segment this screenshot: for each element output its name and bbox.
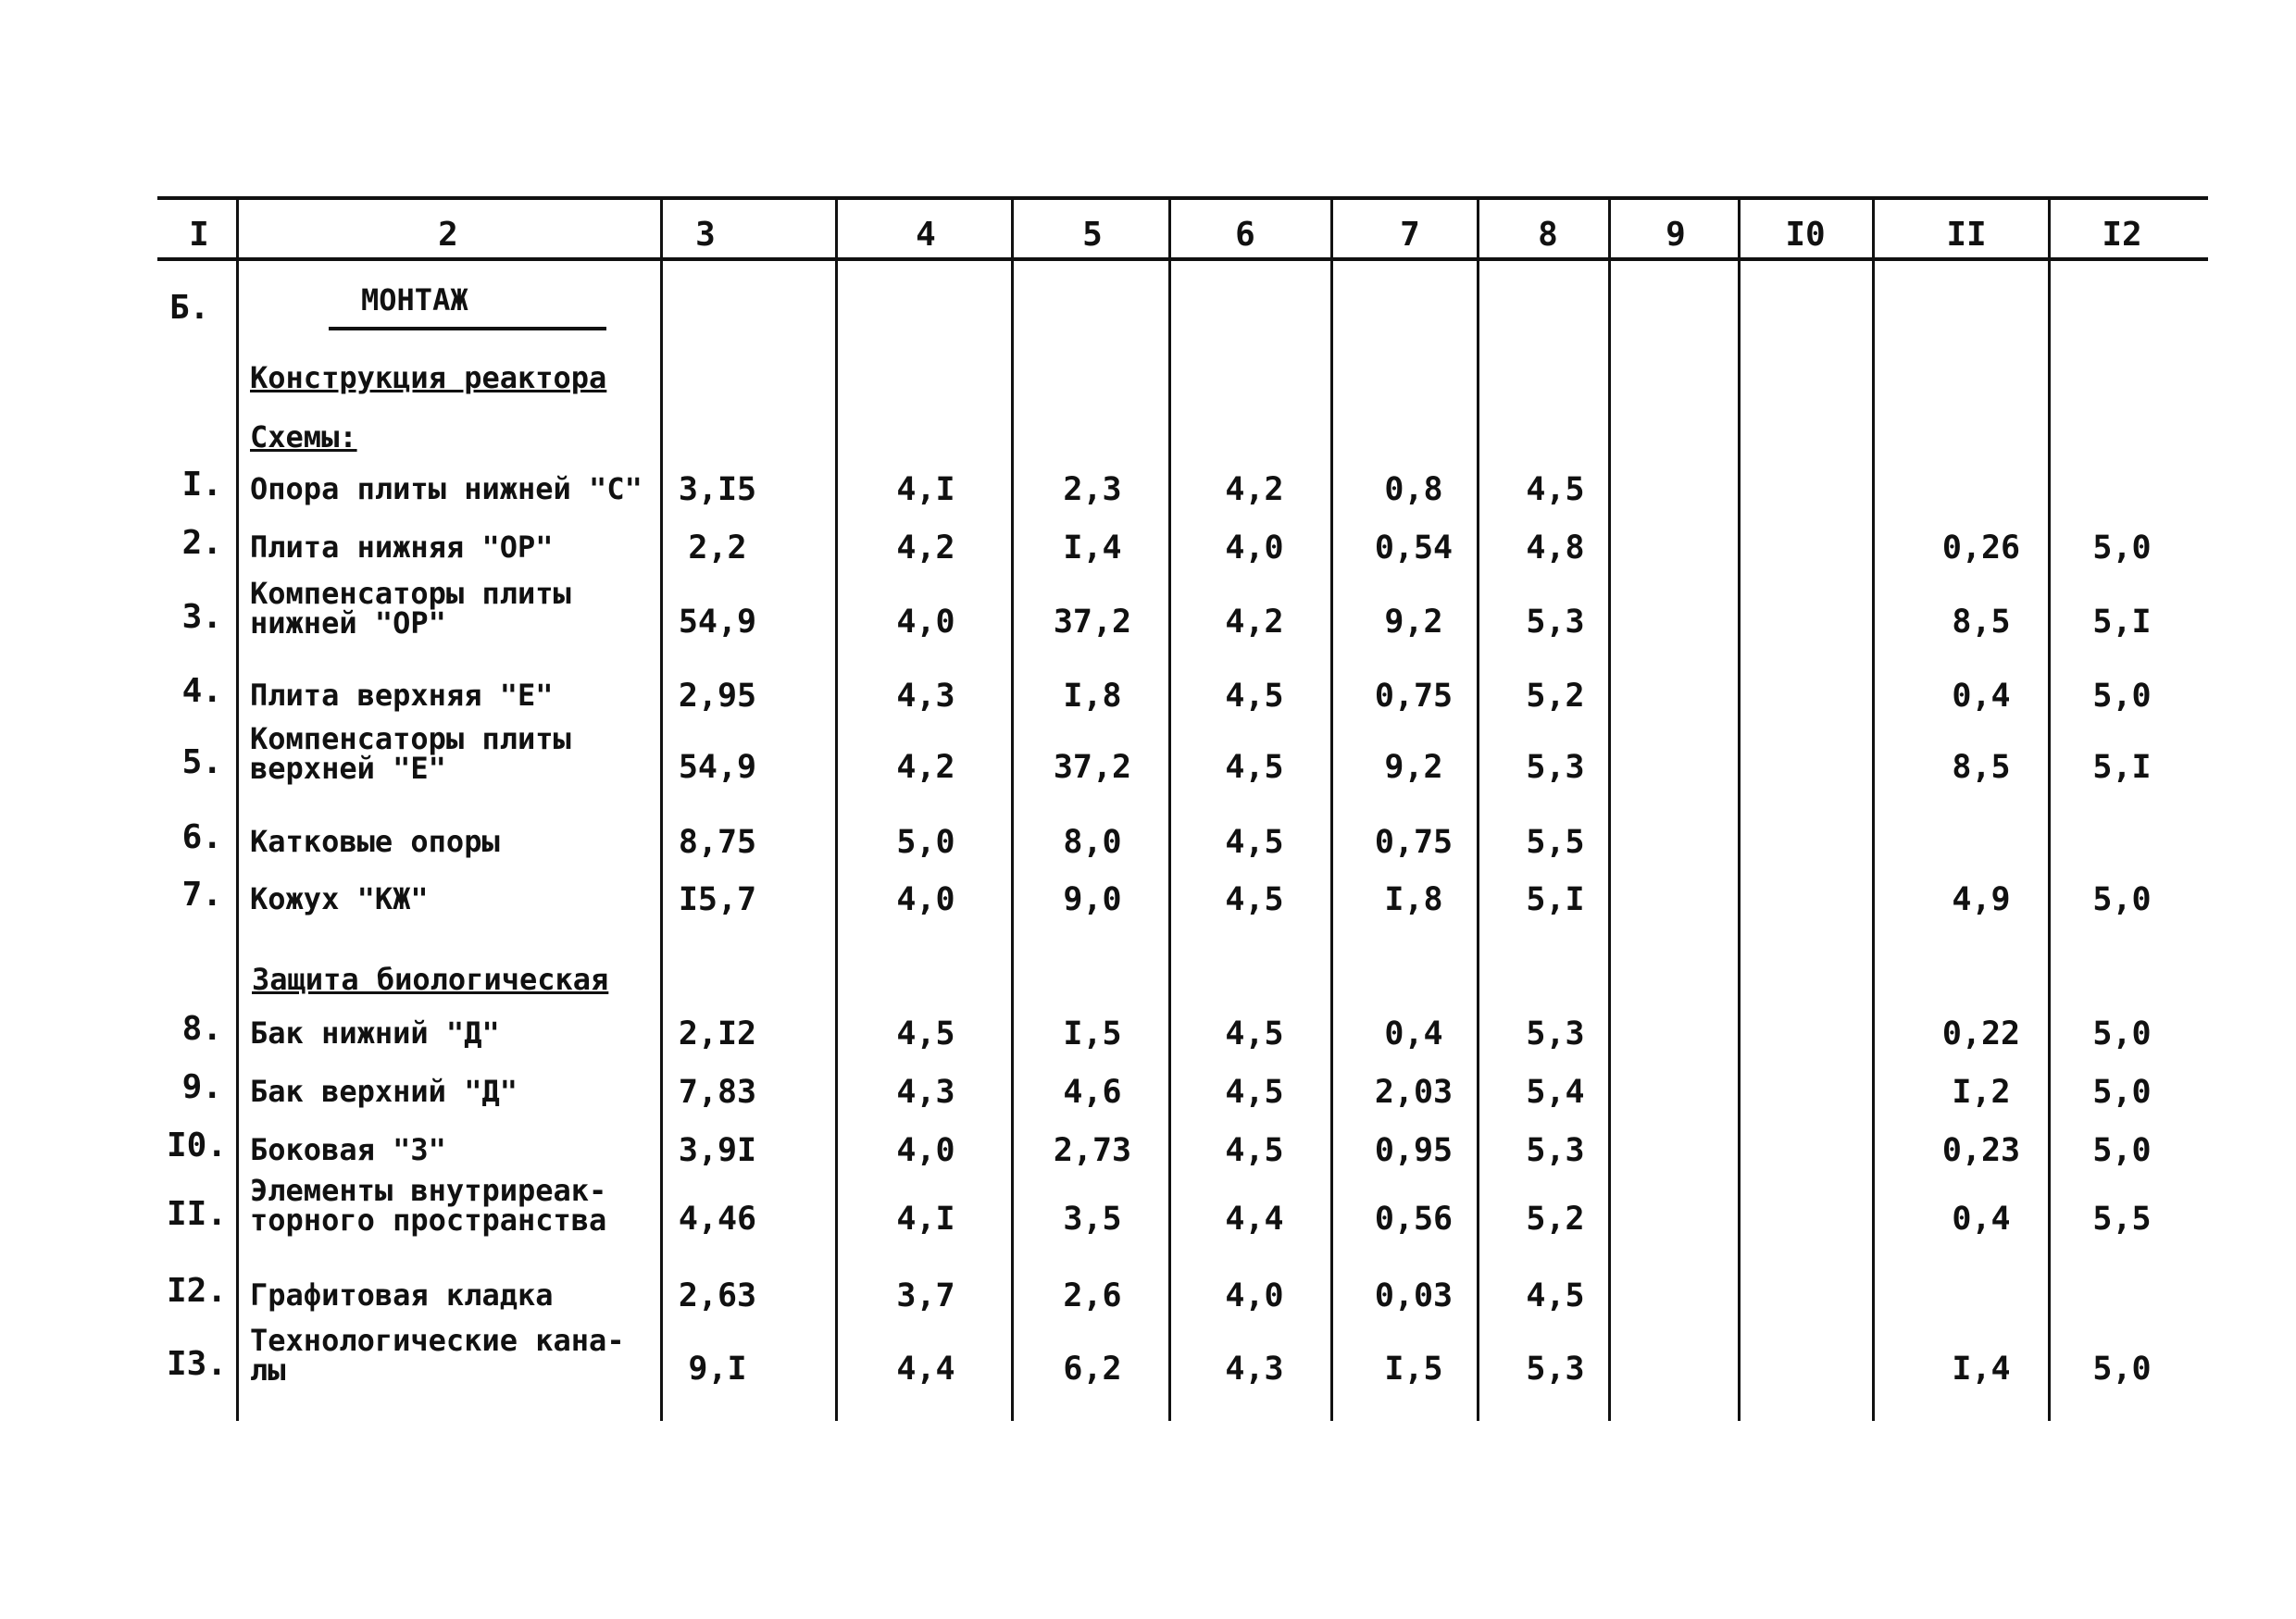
cell-col-7: 0,75 [1374, 824, 1454, 861]
cell-col-3: 7,83 [678, 1074, 757, 1111]
cell-col-6: 4,5 [1225, 1074, 1284, 1111]
row-number: 7. [181, 876, 222, 914]
cell-col-11: I,4 [1952, 1351, 2011, 1388]
cell-col-7: 0,8 [1384, 471, 1443, 508]
cell-col-11: 0,4 [1952, 1201, 2011, 1238]
cell-col-4: 4,0 [896, 1132, 955, 1169]
cell-col-11: 0,22 [1941, 1015, 2021, 1052]
column-divider [1872, 199, 1875, 1421]
cell-col-4: 4,3 [896, 678, 955, 715]
row-number: 9. [181, 1068, 222, 1106]
cell-col-6: 4,5 [1225, 1132, 1284, 1169]
cell-col-8: 4,5 [1526, 1277, 1585, 1314]
cell-col-6: 4,2 [1225, 604, 1284, 641]
cell-col-8: 5,3 [1526, 1015, 1585, 1052]
cell-col-6: 4,5 [1225, 678, 1284, 715]
cell-col-12: 5,I [2092, 749, 2152, 786]
cell-col-11: 8,5 [1952, 604, 2011, 641]
cell-col-5: I,4 [1063, 529, 1122, 567]
cell-col-4: 4,I [896, 1201, 955, 1238]
cell-col-5: 2,6 [1063, 1277, 1122, 1314]
column-header: 9 [1666, 216, 1686, 254]
cell-col-3: 3,9I [678, 1132, 757, 1169]
row-name: Кожух "КЖ" [250, 881, 429, 916]
column-header: II [1946, 216, 1987, 254]
cell-col-6: 4,0 [1225, 1277, 1284, 1314]
header-bottom-rule [157, 257, 2208, 261]
column-header: 2 [438, 216, 458, 254]
cell-col-3: 9,I [688, 1351, 747, 1388]
cell-col-7: 0,75 [1374, 678, 1454, 715]
cell-col-7: 2,03 [1374, 1074, 1454, 1111]
cell-col-11: 0,23 [1941, 1132, 2021, 1169]
cell-col-3: 8,75 [678, 824, 757, 861]
table-top-rule [157, 196, 2208, 200]
cell-col-7: I,5 [1384, 1351, 1443, 1388]
cell-col-6: 4,0 [1225, 529, 1284, 567]
cell-col-8: 5,4 [1526, 1074, 1585, 1111]
cell-col-12: 5,I [2092, 604, 2152, 641]
cell-col-6: 4,5 [1225, 749, 1284, 786]
cell-col-4: 4,3 [896, 1074, 955, 1111]
cell-col-8: 5,3 [1526, 749, 1585, 786]
row-number: II. [167, 1195, 228, 1233]
cell-col-5: 37,2 [1053, 604, 1132, 641]
cell-col-7: 0,03 [1374, 1277, 1454, 1314]
cell-col-12: 5,0 [2092, 678, 2152, 715]
row-number: 5. [181, 743, 222, 781]
row-name: Опора плиты нижней "С" [250, 471, 643, 506]
cell-col-8: 5,2 [1526, 678, 1585, 715]
cell-col-6: 4,4 [1225, 1201, 1284, 1238]
cell-col-4: 4,0 [896, 881, 955, 918]
cell-col-7: I,8 [1384, 881, 1443, 918]
section-number: Б. [169, 289, 210, 327]
cell-col-4: 4,4 [896, 1351, 955, 1388]
cell-col-3: 54,9 [678, 749, 757, 786]
cell-col-3: 2,95 [678, 678, 757, 715]
column-header: 6 [1235, 216, 1255, 254]
cell-col-6: 4,5 [1225, 1015, 1284, 1052]
row-name: Бак нижний "Д" [250, 1015, 500, 1051]
cell-col-4: 4,I [896, 471, 955, 508]
row-name: Боковая "З" [250, 1132, 446, 1167]
cell-col-6: 4,2 [1225, 471, 1284, 508]
cell-col-8: 5,I [1526, 881, 1585, 918]
row-number: I3. [167, 1345, 228, 1383]
cell-col-6: 4,5 [1225, 881, 1284, 918]
cell-col-11: 4,9 [1952, 881, 2011, 918]
row-number: 8. [181, 1010, 222, 1048]
row-number: 3. [181, 598, 222, 636]
row-name: Бак верхний "Д" [250, 1074, 518, 1109]
cell-col-11: 0,26 [1941, 529, 2021, 567]
cell-col-4: 4,5 [896, 1015, 955, 1052]
cell-col-8: 5,3 [1526, 1132, 1585, 1169]
cell-col-7: 9,2 [1384, 604, 1443, 641]
row-number: 6. [181, 818, 222, 856]
cell-col-12: 5,0 [2092, 881, 2152, 918]
column-divider [1738, 199, 1741, 1421]
cell-col-5: I,8 [1063, 678, 1122, 715]
cell-col-8: 5,3 [1526, 604, 1585, 641]
row-name: Элементы внутриреак- торного пространства [250, 1173, 607, 1238]
column-divider [660, 199, 663, 1421]
cell-col-7: 0,95 [1374, 1132, 1454, 1169]
cell-col-7: 9,2 [1384, 749, 1443, 786]
row-name: Плита верхняя "Е" [250, 678, 554, 713]
column-header: 3 [695, 216, 716, 254]
cell-col-5: 4,6 [1063, 1074, 1122, 1111]
column-divider [835, 199, 838, 1421]
cell-col-8: 5,3 [1526, 1351, 1585, 1388]
cell-col-3: I5,7 [678, 881, 757, 918]
cell-col-8: 5,2 [1526, 1201, 1585, 1238]
row-number: 4. [181, 672, 222, 710]
column-divider [2048, 199, 2051, 1421]
cell-col-3: 3,I5 [678, 471, 757, 508]
column-divider [1168, 199, 1171, 1421]
row-name: Графитовая кладка [250, 1277, 554, 1313]
cell-col-8: 4,8 [1526, 529, 1585, 567]
cell-col-4: 4,0 [896, 604, 955, 641]
row-number: I0. [167, 1127, 228, 1164]
cell-col-4: 3,7 [896, 1277, 955, 1314]
row-name: Плита нижняя "ОР" [250, 529, 554, 565]
cell-col-5: 3,5 [1063, 1201, 1122, 1238]
section-title: МОНТАЖ [361, 282, 468, 318]
cell-col-7: 0,54 [1374, 529, 1454, 567]
cell-col-11: I,2 [1952, 1074, 2011, 1111]
cell-col-8: 5,5 [1526, 824, 1585, 861]
cell-col-4: 4,2 [896, 749, 955, 786]
cell-col-3: 2,63 [678, 1277, 757, 1314]
column-header: I0 [1785, 216, 1826, 254]
cell-col-5: 8,0 [1063, 824, 1122, 861]
cell-col-12: 5,5 [2092, 1201, 2152, 1238]
group-title-bio-shield: Защита биологическая [252, 962, 609, 997]
row-name: Катковые опоры [250, 824, 500, 859]
column-header: 5 [1082, 216, 1103, 254]
cell-col-5: 9,0 [1063, 881, 1122, 918]
cell-col-6: 4,5 [1225, 824, 1284, 861]
section-subtitle-schemes: Схемы: [250, 419, 357, 455]
column-header: I [189, 216, 209, 254]
cell-col-5: I,5 [1063, 1015, 1122, 1052]
row-name: Технологические кана- лы [250, 1323, 625, 1388]
row-name: Компенсаторы плиты нижней "ОР" [250, 576, 571, 641]
cell-col-12: 5,0 [2092, 529, 2152, 567]
row-number: I. [181, 466, 222, 504]
column-divider [1608, 199, 1611, 1421]
column-header: 4 [916, 216, 936, 254]
cell-col-3: 2,I2 [678, 1015, 757, 1052]
section-title-underline [329, 327, 606, 330]
cell-col-4: 5,0 [896, 824, 955, 861]
cell-col-12: 5,0 [2092, 1132, 2152, 1169]
column-header: I2 [2102, 216, 2142, 254]
cell-col-4: 4,2 [896, 529, 955, 567]
column-header: 7 [1400, 216, 1420, 254]
cell-col-12: 5,0 [2092, 1351, 2152, 1388]
cell-col-3: 4,46 [678, 1201, 757, 1238]
column-divider [1477, 199, 1479, 1421]
cell-col-12: 5,0 [2092, 1015, 2152, 1052]
column-divider [236, 199, 239, 1421]
section-subtitle: Конструкция реактора [250, 360, 607, 395]
cell-col-5: 2,3 [1063, 471, 1122, 508]
cell-col-3: 2,2 [688, 529, 747, 567]
cell-col-12: 5,0 [2092, 1074, 2152, 1111]
cell-col-7: 0,56 [1374, 1201, 1454, 1238]
column-divider [1330, 199, 1333, 1421]
cell-col-5: 2,73 [1053, 1132, 1132, 1169]
cell-col-8: 4,5 [1526, 471, 1585, 508]
cell-col-3: 54,9 [678, 604, 757, 641]
row-name: Компенсаторы плиты верхней "Е" [250, 721, 571, 786]
row-number: 2. [181, 524, 222, 562]
cell-col-6: 4,3 [1225, 1351, 1284, 1388]
cell-col-5: 37,2 [1053, 749, 1132, 786]
cell-col-5: 6,2 [1063, 1351, 1122, 1388]
cell-col-11: 8,5 [1952, 749, 2011, 786]
cell-col-11: 0,4 [1952, 678, 2011, 715]
cell-col-7: 0,4 [1384, 1015, 1443, 1052]
row-number: I2. [167, 1272, 228, 1310]
column-divider [1011, 199, 1014, 1421]
column-header: 8 [1538, 216, 1558, 254]
